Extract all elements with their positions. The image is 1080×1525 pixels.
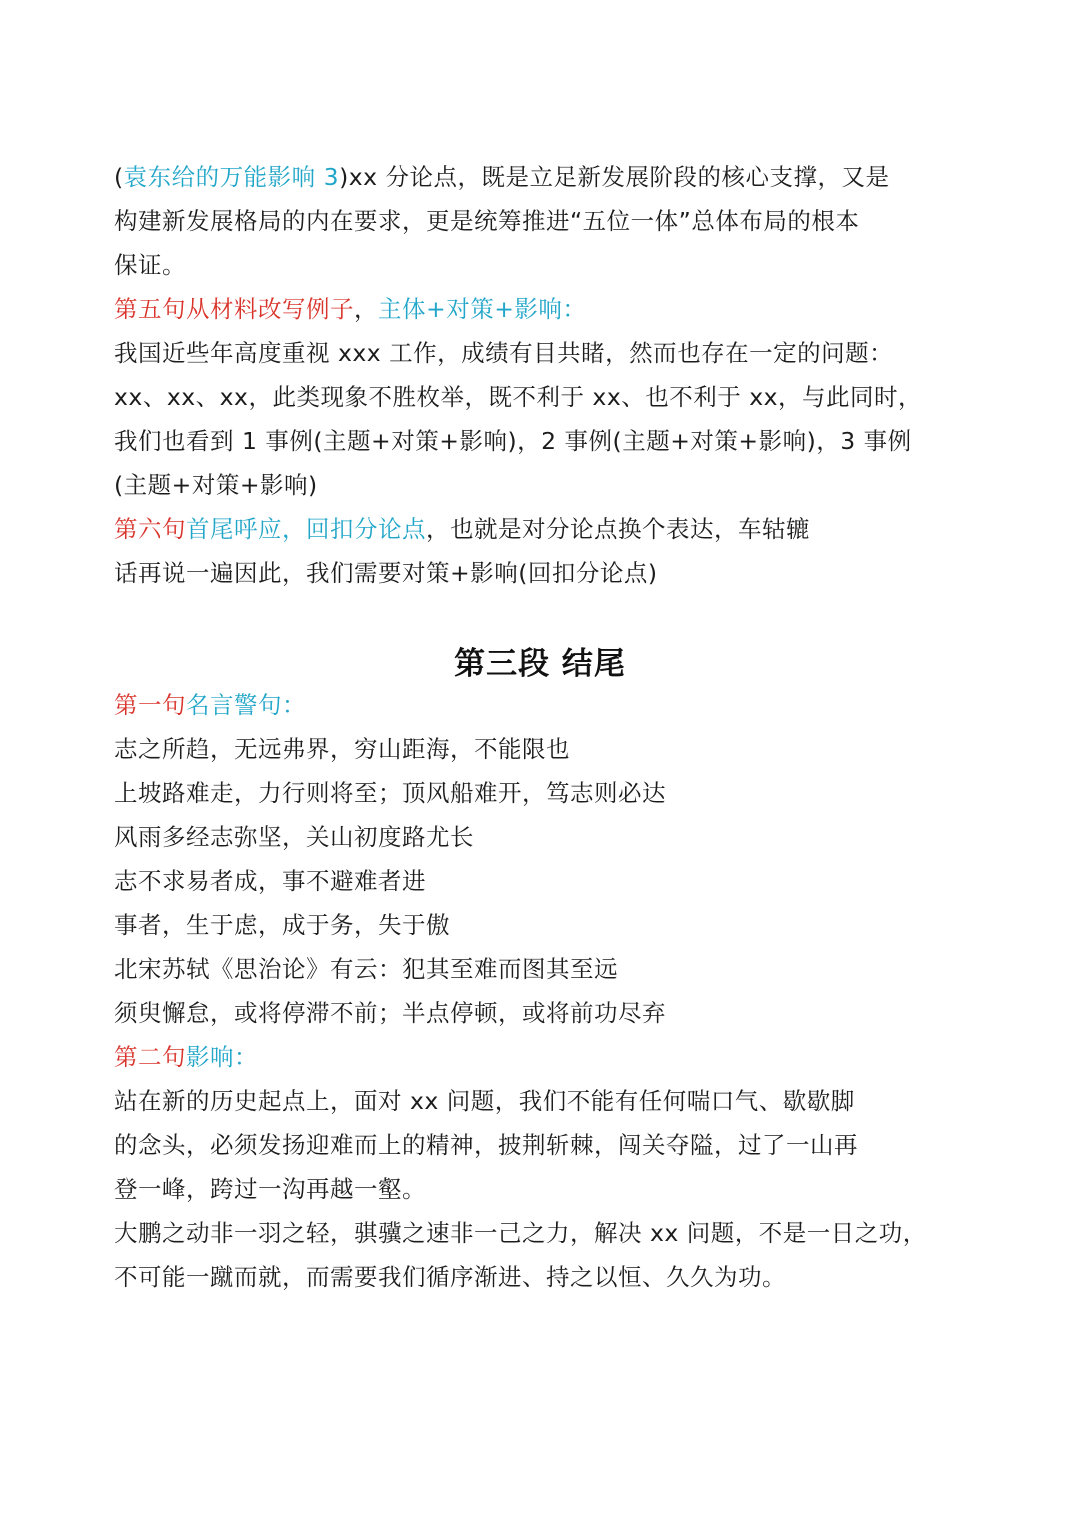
- paragraph-line: xx、xx、xx，此类现象不胜枚举，既不利于 xx、也不利于 xx，与此同时，: [114, 383, 923, 411]
- source-note: 袁东给的万能影响 3: [123, 163, 340, 191]
- quote-line: 上坡路难走，力行则将至；顶风船难开，笃志则必达: [114, 779, 666, 807]
- paragraph-line: 不可能一蹴而就，而需要我们循序渐进、持之以恒、久久为功。: [114, 1263, 786, 1291]
- paragraph-line: 我国近些年高度重视 xxx 工作，成绩有目共睹，然而也存在一定的问题：: [114, 339, 894, 367]
- sentence-heading: [114, 294, 586, 324]
- section-title: 第三段 结尾: [454, 646, 626, 682]
- quote-line: 北宋苏轼《思治论》有云：犯其至难而图其至远: [114, 955, 618, 983]
- formula-label: 主体+对策+影响：: [378, 295, 587, 323]
- topic-label: 首尾呼应，回扣分论点: [186, 515, 426, 543]
- quote-line: 风雨多经志弥坚，关山初度路尤长: [114, 823, 474, 851]
- paragraph-line: 我们也看到 1 事例(主题+对策+影响)，2 事例(主题+对策+影响)，3 事例: [114, 427, 912, 455]
- paragraph-text: ，也就是对分论点换个表达，车轱辘: [426, 515, 810, 543]
- quote-line: 志不求易者成，事不避难者进: [114, 867, 426, 895]
- paragraph-line: (主题+对策+影响): [114, 471, 318, 499]
- sentence-label: 第二句: [114, 1043, 186, 1071]
- quote-line: 事者，生于虑，成于务，失于傲: [114, 911, 450, 939]
- paragraph-line: 构建新发展格局的内在要求，更是统筹推进“五位一体”总体布局的根本: [114, 207, 860, 235]
- topic-label: 影响：: [186, 1043, 258, 1071]
- paragraph-line: 话再说一遍因此，我们需要对策+影响(回扣分论点): [114, 559, 658, 587]
- sentence-label: 第六句: [114, 515, 186, 543]
- sentence-heading: [114, 1042, 258, 1072]
- sentence-heading: [114, 514, 810, 544]
- quote-line: 须臾懈怠，或将停滞不前；半点停顿，或将前功尽弃: [114, 999, 666, 1027]
- paren-open: (: [114, 163, 124, 191]
- paragraph-line: 保证。: [114, 251, 186, 279]
- sentence-label: 第五句从材料改写例子: [114, 295, 354, 323]
- paragraph-line: 的念头，必须发扬迎难而上的精神，披荆斩棘，闯关夺隘，过了一山再: [114, 1131, 858, 1159]
- topic-label: 名言警句：: [186, 691, 306, 719]
- paragraph-line: 站在新的历史起点上，面对 xx 问题，我们不能有任何喘口气、歇歇脚: [114, 1087, 855, 1115]
- sentence-label: 第一句: [114, 691, 186, 719]
- paragraph-text: )xx 分论点，既是立足新发展阶段的核心支撑，又是: [339, 163, 890, 191]
- quote-line: 志之所趋，无远弗界，穷山距海，不能限也: [114, 735, 570, 763]
- paragraph-line: [114, 162, 890, 192]
- sentence-heading: [114, 690, 306, 720]
- paragraph-line: 大鹏之动非一羽之轻，骐骥之速非一己之力，解决 xx 问题，不是一日之功，: [114, 1219, 927, 1247]
- paragraph-line: 登一峰，跨过一沟再越一壑。: [114, 1175, 426, 1203]
- separator: ，: [354, 295, 378, 323]
